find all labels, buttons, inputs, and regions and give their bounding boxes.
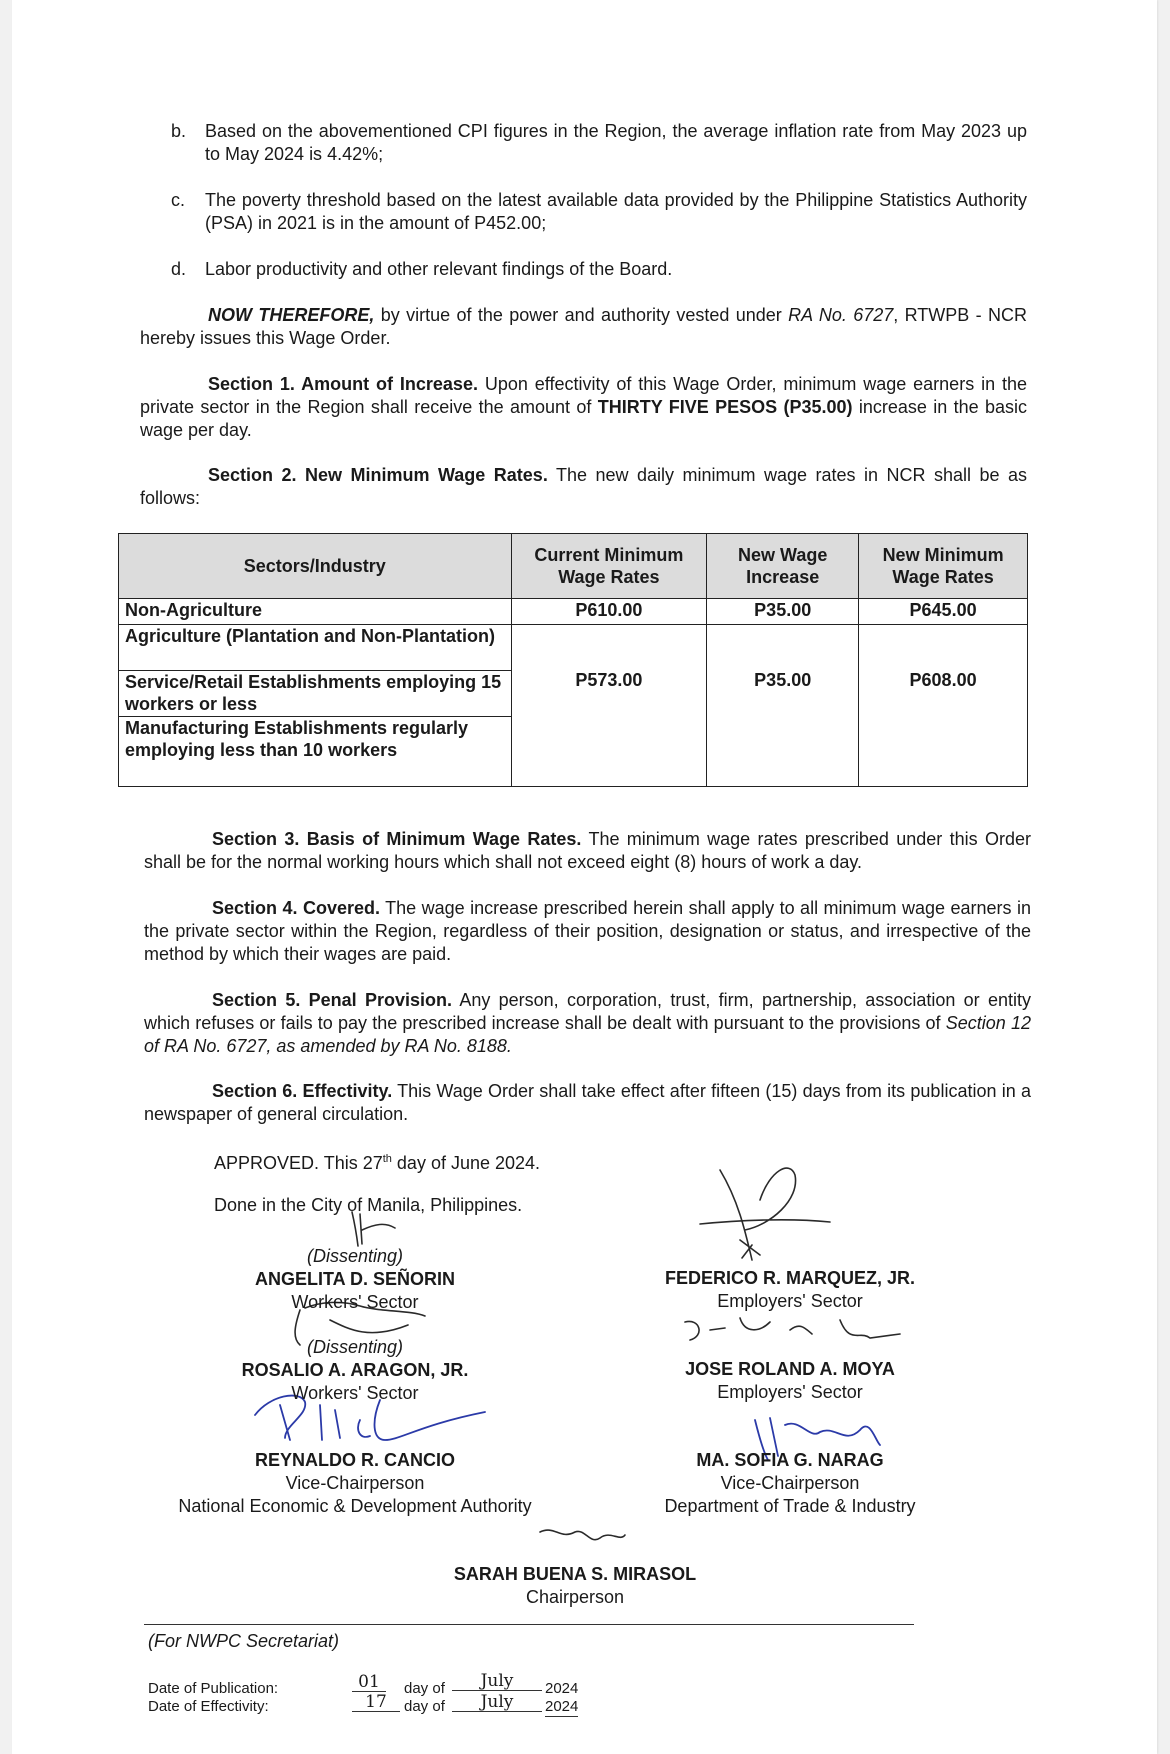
header-sectors: Sectors/Industry [119, 534, 512, 599]
section-6-paragraph [144, 1080, 1031, 1126]
section-heading: Section 4. Covered. [212, 898, 380, 918]
new-rate-cell: P645.00 [859, 599, 1028, 625]
section-1-paragraph [140, 373, 1027, 442]
sector-cell: Agriculture (Plantation and Non-Plantation) [119, 625, 512, 671]
day-of-label: day of [404, 1680, 445, 1697]
signatory-role: Workers' Sector [291, 1292, 419, 1312]
signatory-name: MA. SOFIA G. NARAG [696, 1450, 884, 1470]
publication-day: 01 [352, 1673, 386, 1692]
signatory-narag [630, 1449, 950, 1518]
effectivity-month: July [452, 1693, 542, 1712]
text-run: Any person, corporation, trust, firm, partnership, association or entity which refuses or fails to pay the prescribed increase shall be dealt with pursuant to the provisions of [144, 990, 1031, 1033]
ordinal-suffix: th [382, 1153, 392, 1165]
effectivity-year: 2024 [545, 1698, 579, 1715]
list-text: The poverty threshold based on the latest available data provided by the Philippine Statistics Authority (PSA) in 2021 is in the amount of P452.00; [205, 190, 1027, 233]
current-rate-cell: P573.00 [511, 625, 707, 787]
wage-rates-table [118, 533, 1028, 787]
increase-cell: P35.00 [707, 599, 859, 625]
signatory-role: Vice-Chairperson [720, 1473, 860, 1493]
section-2-paragraph [140, 464, 1027, 510]
signatory-marquez [630, 1267, 950, 1313]
text-run: day of June 2024. [391, 1153, 541, 1173]
signatory-name: REYNALDO R. CANCIO [254, 1450, 455, 1470]
signatory-senorin [205, 1245, 505, 1314]
signatory-role: Employers' Sector [717, 1291, 863, 1311]
dissenting-note: (Dissenting) [306, 1246, 404, 1266]
text-run: The new daily minimum wage rates in NCR shall be as follows: [140, 465, 1027, 508]
publication-month: July [452, 1672, 542, 1691]
text-run: Upon effectivity of this Wage Order, minimum wage earners in the private sector in the Region shall receive the amount of [140, 374, 1028, 417]
publication-label: Date of Publication: [148, 1680, 279, 1697]
day-of-label: day of [404, 1698, 445, 1715]
text-run: by virtue of the power and authority vested under [374, 305, 789, 325]
signatory-role: Chairperson [525, 1587, 625, 1607]
now-therefore-lead: NOW THEREFORE, [208, 305, 375, 325]
sector-cell: Service/Retail Establishments employing 15 workers or less [119, 671, 512, 717]
section-heading: Section 6. Effectivity. [212, 1081, 393, 1101]
signatory-role: Workers' Sector [291, 1383, 419, 1403]
table-header-row [119, 534, 1028, 599]
current-rate-cell: P610.00 [511, 599, 707, 625]
secretariat-divider [144, 1624, 914, 1625]
header-increase: New Wage Increase [707, 534, 859, 599]
list-label: d. [171, 259, 187, 279]
text-run: APPROVED. This 27 [214, 1153, 383, 1173]
list-text: Based on the abovementioned CPI figures in the Region, the average inflation rate from May 2023 up to May 2024 is 4.42%; [205, 121, 1027, 164]
signatory-name: FEDERICO R. MARQUEZ, JR. [664, 1268, 915, 1288]
done-line: Done in the City of Manila, Philippines. [214, 1195, 523, 1215]
sector-cell: Manufacturing Establishments regularly employing less than 10 workers [119, 717, 512, 787]
text-run: , RTWPB - NCR hereby issues this Wage Order. [140, 305, 1027, 348]
dissenting-note: (Dissenting) [306, 1337, 404, 1357]
signatory-cancio [140, 1449, 570, 1518]
signatory-mirasol [400, 1563, 750, 1609]
effectivity-label: Date of Effectivity: [148, 1698, 269, 1715]
text-run: increase in the basic wage per day. [140, 397, 1027, 440]
section-heading: Section 1. Amount of Increase. [208, 374, 478, 394]
list-item-b [171, 120, 1027, 166]
text-run: The minimum wage rates prescribed under this Order shall be for the normal working hours which shall not exceed eight (8) hours of work a day. [144, 829, 1031, 872]
approved-line [214, 1148, 714, 1175]
signatory-name: SARAH BUENA S. MIRASOL [453, 1564, 697, 1584]
sector-cell: Non-Agriculture [119, 599, 512, 625]
list-label: b. [171, 121, 187, 141]
signatory-org: Department of Trade & Industry [664, 1496, 916, 1516]
signatory-role: Vice-Chairperson [285, 1473, 425, 1493]
section-heading: Section 2. New Minimum Wage Rates. [208, 465, 548, 485]
effectivity-day: 17 [352, 1693, 400, 1712]
table-row [119, 599, 1028, 625]
section-4-paragraph [144, 897, 1031, 966]
header-current: Current Minimum Wage Rates [511, 534, 707, 599]
table-row [119, 625, 1028, 671]
signatory-name: ROSALIO A. ARAGON, JR. [241, 1360, 469, 1380]
section-5-paragraph [144, 989, 1031, 1058]
now-therefore-paragraph [140, 304, 1027, 350]
signatory-name: JOSE ROLAND A. MOYA [685, 1359, 895, 1379]
increase-cell: P35.00 [707, 625, 859, 787]
publication-year: 2024 [545, 1680, 579, 1697]
signatory-role: Employers' Sector [717, 1382, 863, 1402]
text-run: This Wage Order shall take effect after fifteen (15) days from its publication in a newspaper of general circulation. [144, 1081, 1032, 1124]
signatory-org: National Economic & Development Authority [178, 1496, 532, 1516]
signatory-moya [630, 1358, 950, 1404]
list-label: c. [171, 190, 186, 210]
signatory-name: ANGELITA D. SEÑORIN [254, 1269, 455, 1289]
header-new: New Minimum Wage Rates [859, 534, 1028, 599]
ra-reference: RA No. 6727 [788, 305, 894, 325]
list-item-c [171, 189, 1027, 235]
section-heading: Section 5. Penal Provision. [212, 990, 452, 1010]
section-3-paragraph [144, 828, 1031, 874]
text-run: The wage increase prescribed herein shall apply to all minimum wage earners in the private sector within the Region, regardless of their position, designation or status, and irrespective of the method by which their wages are paid. [144, 898, 1031, 964]
legal-reference: Section 12 of RA No. 6727, as amended by RA No. 8188. [144, 1013, 1031, 1056]
amount-text: THIRTY FIVE PESOS (P35.00) [597, 397, 853, 417]
list-item-d [171, 258, 1027, 281]
section-heading: Section 3. Basis of Minimum Wage Rates. [212, 829, 582, 849]
signatory-aragon [205, 1336, 505, 1405]
list-text: Labor productivity and other relevant findings of the Board. [205, 259, 673, 279]
new-rate-cell: P608.00 [859, 625, 1028, 787]
secretariat-label: (For NWPC Secretariat) [148, 1631, 340, 1651]
